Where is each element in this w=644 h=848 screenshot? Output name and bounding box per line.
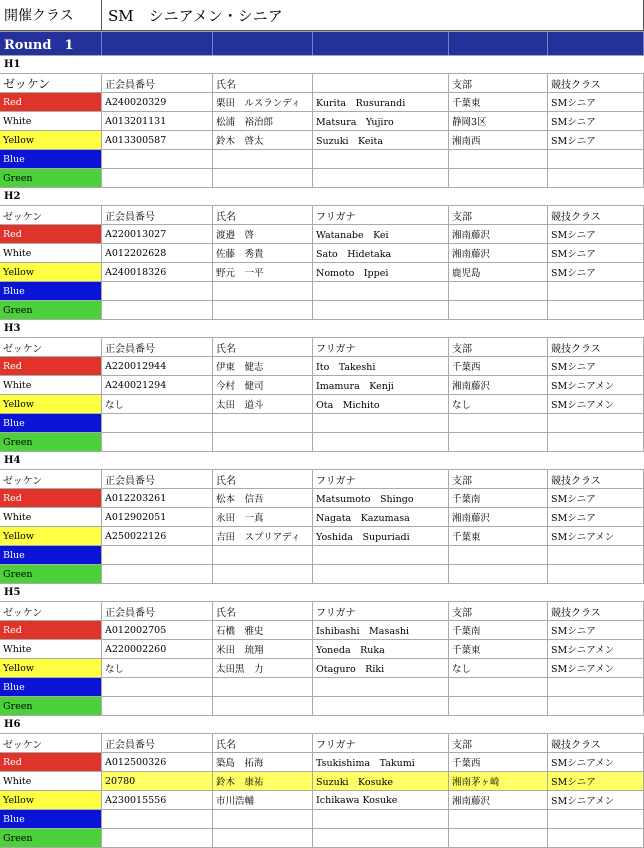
competition-class-cell: SMシニア [548,508,644,526]
furigana-cell [313,546,449,564]
competition-class-cell: SMシニア [548,225,644,243]
competition-class-header: 競技クラス [548,74,644,92]
bib-cell: White [0,772,102,790]
table-row [0,414,644,433]
competition-class-cell [548,301,644,319]
competition-class-cell [548,697,644,715]
table-row [0,433,644,452]
branch-cell: 千葉西 [449,357,548,375]
heat-label-row [0,716,644,734]
table-row [0,829,644,848]
branch-cell: 千葉東 [449,527,548,545]
table-row [0,225,644,244]
member-number-cell: A012203261 [102,489,213,507]
name-cell: 太田黒 力 [213,659,313,677]
member-number-cell: A012202628 [102,244,213,262]
name-cell: 太田 道斗 [213,395,313,413]
name-cell: 松本 信吾 [213,489,313,507]
name-cell [213,414,313,432]
member-number-cell [102,169,213,187]
branch-cell [449,301,548,319]
furigana-header [313,74,449,92]
name-cell [213,169,313,187]
competition-class-cell: SMシニアメン [548,376,644,394]
competition-class-header: 競技クラス [548,602,644,620]
member-number-cell [102,678,213,696]
table-row [0,678,644,697]
branch-cell: 湘南藤沢 [449,244,548,262]
bib-cell: Red [0,225,102,243]
name-header: 氏名 [213,206,313,224]
branch-header: 支部 [449,206,548,224]
branch-cell: 千葉東 [449,640,548,658]
branch-cell: 湘南藤沢 [449,791,548,809]
round-bar [0,31,644,56]
competition-class-cell: SMシニアメン [548,640,644,658]
furigana-cell: Tsukishima Takumi [313,753,449,771]
member-number-header: 正会員番号 [102,734,213,752]
table-row [0,791,644,810]
furigana-cell: Ito Takeshi [313,357,449,375]
competition-class-header: 競技クラス [548,734,644,752]
bib-cell: Blue [0,546,102,564]
heats-container [0,56,644,848]
member-number-cell [102,301,213,319]
furigana-cell [313,565,449,583]
furigana-cell: Yoshida Supuriadi [313,527,449,545]
branch-header: 支部 [449,602,548,620]
name-cell: 市川浩輔 [213,791,313,809]
round-cell [548,32,644,55]
furigana-cell [313,829,449,847]
furigana-cell [313,678,449,696]
round-label: Round 1 [0,32,102,55]
member-number-header: 正会員番号 [102,602,213,620]
name-cell [213,697,313,715]
name-cell: 築島 拓海 [213,753,313,771]
furigana-cell: Nagata Kazumasa [313,508,449,526]
table-row [0,131,644,150]
branch-cell: 千葉東 [449,93,548,111]
competition-class-cell [548,282,644,300]
table-row [0,376,644,395]
furigana-cell: Ishibashi Masashi [313,621,449,639]
bib-cell: Yellow [0,395,102,413]
bib-cell: White [0,376,102,394]
column-header-row [0,206,644,225]
furigana-cell: Ota Michito [313,395,449,413]
name-header: 氏名 [213,470,313,488]
name-cell: 渡邉 啓 [213,225,313,243]
heat-label: H6 [4,719,21,730]
member-number-header: 正会員番号 [102,338,213,356]
name-cell: 松浦 裕治郎 [213,112,313,130]
branch-cell [449,169,548,187]
member-number-cell: A220013027 [102,225,213,243]
table-row [0,546,644,565]
column-header-row [0,602,644,621]
bib-cell: Green [0,829,102,847]
branch-cell [449,565,548,583]
competition-class-cell: SMシニア [548,357,644,375]
member-number-cell: A012002705 [102,621,213,639]
heat-label: H3 [4,323,21,334]
competition-class-cell [548,414,644,432]
branch-header: 支部 [449,74,548,92]
bib-cell: Green [0,169,102,187]
bib-cell: Green [0,433,102,451]
member-number-cell: A220012944 [102,357,213,375]
name-cell [213,433,313,451]
branch-cell: 静岡3区 [449,112,548,130]
name-cell: 佐藤 秀貴 [213,244,313,262]
branch-cell: 湘南茅ヶ崎 [449,772,548,790]
bib-cell: White [0,508,102,526]
competition-class-header: 競技クラス [548,338,644,356]
branch-cell: 千葉南 [449,621,548,639]
bib-cell: Red [0,357,102,375]
event-class-value: SM シニアメン・シニア [102,0,644,30]
name-cell: 今村 健司 [213,376,313,394]
branch-cell: 鹿児島 [449,263,548,281]
branch-cell [449,150,548,168]
competition-class-cell: SMシニアメン [548,791,644,809]
table-row [0,169,644,188]
furigana-cell: Suzuki Keita [313,131,449,149]
furigana-cell: Ichikawa Kosuke [313,791,449,809]
member-number-cell: A240021294 [102,376,213,394]
competition-class-cell: SMシニア [548,263,644,281]
bib-cell: Green [0,565,102,583]
competition-class-cell [548,565,644,583]
furigana-cell: Matsura Yujiro [313,112,449,130]
member-number-cell: なし [102,659,213,677]
competition-class-cell: SMシニア [548,621,644,639]
bib-cell: White [0,640,102,658]
furigana-header: フリガナ [313,734,449,752]
table-row [0,395,644,414]
branch-cell [449,678,548,696]
competition-class-cell: SMシニアメン [548,527,644,545]
member-number-cell [102,565,213,583]
bib-header: ゼッケン [0,206,102,224]
column-header-row [0,734,644,753]
name-cell [213,829,313,847]
furigana-cell: Sato Hidetaka [313,244,449,262]
furigana-cell: Suzuki Kosuke [313,772,449,790]
table-row [0,697,644,716]
heat-label: H1 [4,59,21,70]
table-row [0,93,644,112]
table-row [0,150,644,169]
bib-header: ゼッケン [0,734,102,752]
competition-class-cell [548,829,644,847]
bib-cell: Blue [0,414,102,432]
member-number-cell: A240018326 [102,263,213,281]
branch-cell: 湘南藤沢 [449,508,548,526]
bib-cell: Blue [0,282,102,300]
bib-cell: Red [0,621,102,639]
furigana-cell [313,810,449,828]
competition-class-cell [548,810,644,828]
competition-class-cell [548,678,644,696]
bib-cell: Blue [0,678,102,696]
bib-cell: White [0,112,102,130]
competition-class-cell: SMシニア [548,131,644,149]
branch-cell: 千葉南 [449,489,548,507]
table-row [0,753,644,772]
name-header: 氏名 [213,74,313,92]
bib-cell: Blue [0,810,102,828]
branch-cell: なし [449,659,548,677]
competition-class-cell: SMシニアメン [548,395,644,413]
member-number-header: 正会員番号 [102,74,213,92]
event-class-label: 開催クラス [0,0,102,30]
name-cell [213,282,313,300]
bib-header: ゼッケン [0,602,102,620]
heat-label-row [0,452,644,470]
competition-class-cell [548,169,644,187]
bib-cell: Yellow [0,659,102,677]
furigana-header: フリガナ [313,602,449,620]
heat-label-row [0,188,644,206]
bib-cell: Green [0,697,102,715]
furigana-cell [313,150,449,168]
heat-label: H5 [4,587,21,598]
table-row [0,263,644,282]
name-cell: 永田 一真 [213,508,313,526]
bib-cell: Yellow [0,791,102,809]
competition-class-cell: SMシニア [548,489,644,507]
name-cell [213,565,313,583]
title-row [0,0,644,31]
member-number-header: 正会員番号 [102,470,213,488]
bib-cell: Red [0,93,102,111]
branch-cell [449,829,548,847]
branch-cell: 湘南藤沢 [449,225,548,243]
competition-class-cell: SMシニアメン [548,753,644,771]
table-row [0,112,644,131]
table-row [0,301,644,320]
furigana-cell: Matsumoto Shingo [313,489,449,507]
furigana-cell [313,414,449,432]
bib-cell: White [0,244,102,262]
furigana-cell: Imamura Kenji [313,376,449,394]
competition-class-header: 競技クラス [548,206,644,224]
name-header: 氏名 [213,734,313,752]
member-number-cell: A220002260 [102,640,213,658]
bib-cell: Yellow [0,527,102,545]
bib-cell: Yellow [0,131,102,149]
name-cell [213,546,313,564]
name-header: 氏名 [213,602,313,620]
name-cell [213,810,313,828]
table-row [0,621,644,640]
member-number-cell [102,546,213,564]
table-row [0,357,644,376]
furigana-cell: Nomoto Ippei [313,263,449,281]
furigana-cell: Otaguro Riki [313,659,449,677]
table-row [0,489,644,508]
column-header-row [0,470,644,489]
branch-header: 支部 [449,338,548,356]
member-number-cell [102,150,213,168]
bib-cell: Red [0,753,102,771]
furigana-header: フリガナ [313,470,449,488]
branch-cell [449,546,548,564]
round-cell [449,32,548,55]
member-number-cell [102,829,213,847]
table-row [0,659,644,678]
member-number-cell: なし [102,395,213,413]
table-row [0,810,644,829]
bib-header: ゼッケン [0,338,102,356]
name-cell [213,678,313,696]
column-header-row [0,338,644,357]
member-number-cell [102,697,213,715]
table-row [0,640,644,659]
table-row [0,527,644,546]
branch-cell: 千葉西 [449,753,548,771]
heat-label-row [0,320,644,338]
name-cell [213,150,313,168]
branch-cell: 湘南藤沢 [449,376,548,394]
member-number-cell: A012500326 [102,753,213,771]
member-number-cell [102,282,213,300]
round-cell [213,32,313,55]
branch-header: 支部 [449,470,548,488]
branch-cell: 湘南西 [449,131,548,149]
competition-class-header: 競技クラス [548,470,644,488]
branch-header: 支部 [449,734,548,752]
competition-class-cell: SMシニアメン [548,659,644,677]
furigana-cell [313,697,449,715]
competition-class-cell: SMシニア [548,244,644,262]
furigana-cell [313,433,449,451]
member-number-cell: A230015556 [102,791,213,809]
competition-class-cell: SMシニア [548,112,644,130]
bib-cell: Green [0,301,102,319]
furigana-cell: Yoneda Ruka [313,640,449,658]
competition-class-cell: SMシニア [548,772,644,790]
furigana-cell [313,301,449,319]
heat-label-row [0,56,644,74]
name-cell: 伊東 健志 [213,357,313,375]
bib-cell: Yellow [0,263,102,281]
branch-cell [449,697,548,715]
table-row [0,772,644,791]
name-cell: 野元 一平 [213,263,313,281]
furigana-header: フリガナ [313,206,449,224]
heat-label-row [0,584,644,602]
table-row [0,282,644,301]
name-cell: 鈴木 康祐 [213,772,313,790]
heat-label: H4 [4,455,21,466]
member-number-cell: A240020329 [102,93,213,111]
branch-cell [449,414,548,432]
competition-class-cell [548,546,644,564]
heat-label: H2 [4,191,21,202]
name-cell: 栗田 ルスランディ [213,93,313,111]
name-header: 氏名 [213,338,313,356]
table-row [0,565,644,584]
name-cell: 吉田 スプリアディ [213,527,313,545]
bib-cell: Red [0,489,102,507]
furigana-cell: Watanabe Kei [313,225,449,243]
table-row [0,244,644,263]
member-number-cell: A013201131 [102,112,213,130]
competition-class-cell: SMシニア [548,93,644,111]
competition-class-cell [548,150,644,168]
round-cell [313,32,449,55]
furigana-header: フリガナ [313,338,449,356]
bib-header: ゼッケン [0,470,102,488]
branch-cell [449,433,548,451]
member-number-cell: A250022126 [102,527,213,545]
branch-cell [449,810,548,828]
member-number-cell [102,810,213,828]
name-cell: 米田 琉翔 [213,640,313,658]
branch-cell [449,282,548,300]
name-cell [213,301,313,319]
furigana-cell: Kurita Rusurandi [313,93,449,111]
name-cell: 石橋 雅史 [213,621,313,639]
member-number-cell: A012902051 [102,508,213,526]
branch-cell: なし [449,395,548,413]
bib-cell: Blue [0,150,102,168]
member-number-cell: 20780 [102,772,213,790]
column-header-row [0,74,644,93]
furigana-cell [313,169,449,187]
member-number-cell: A013300587 [102,131,213,149]
table-row [0,508,644,527]
furigana-cell [313,282,449,300]
round-cell [102,32,213,55]
member-number-cell [102,433,213,451]
member-number-header: 正会員番号 [102,206,213,224]
member-number-cell [102,414,213,432]
name-cell: 鈴木 啓太 [213,131,313,149]
bib-header: ゼッケン [0,74,102,92]
competition-class-cell [548,433,644,451]
